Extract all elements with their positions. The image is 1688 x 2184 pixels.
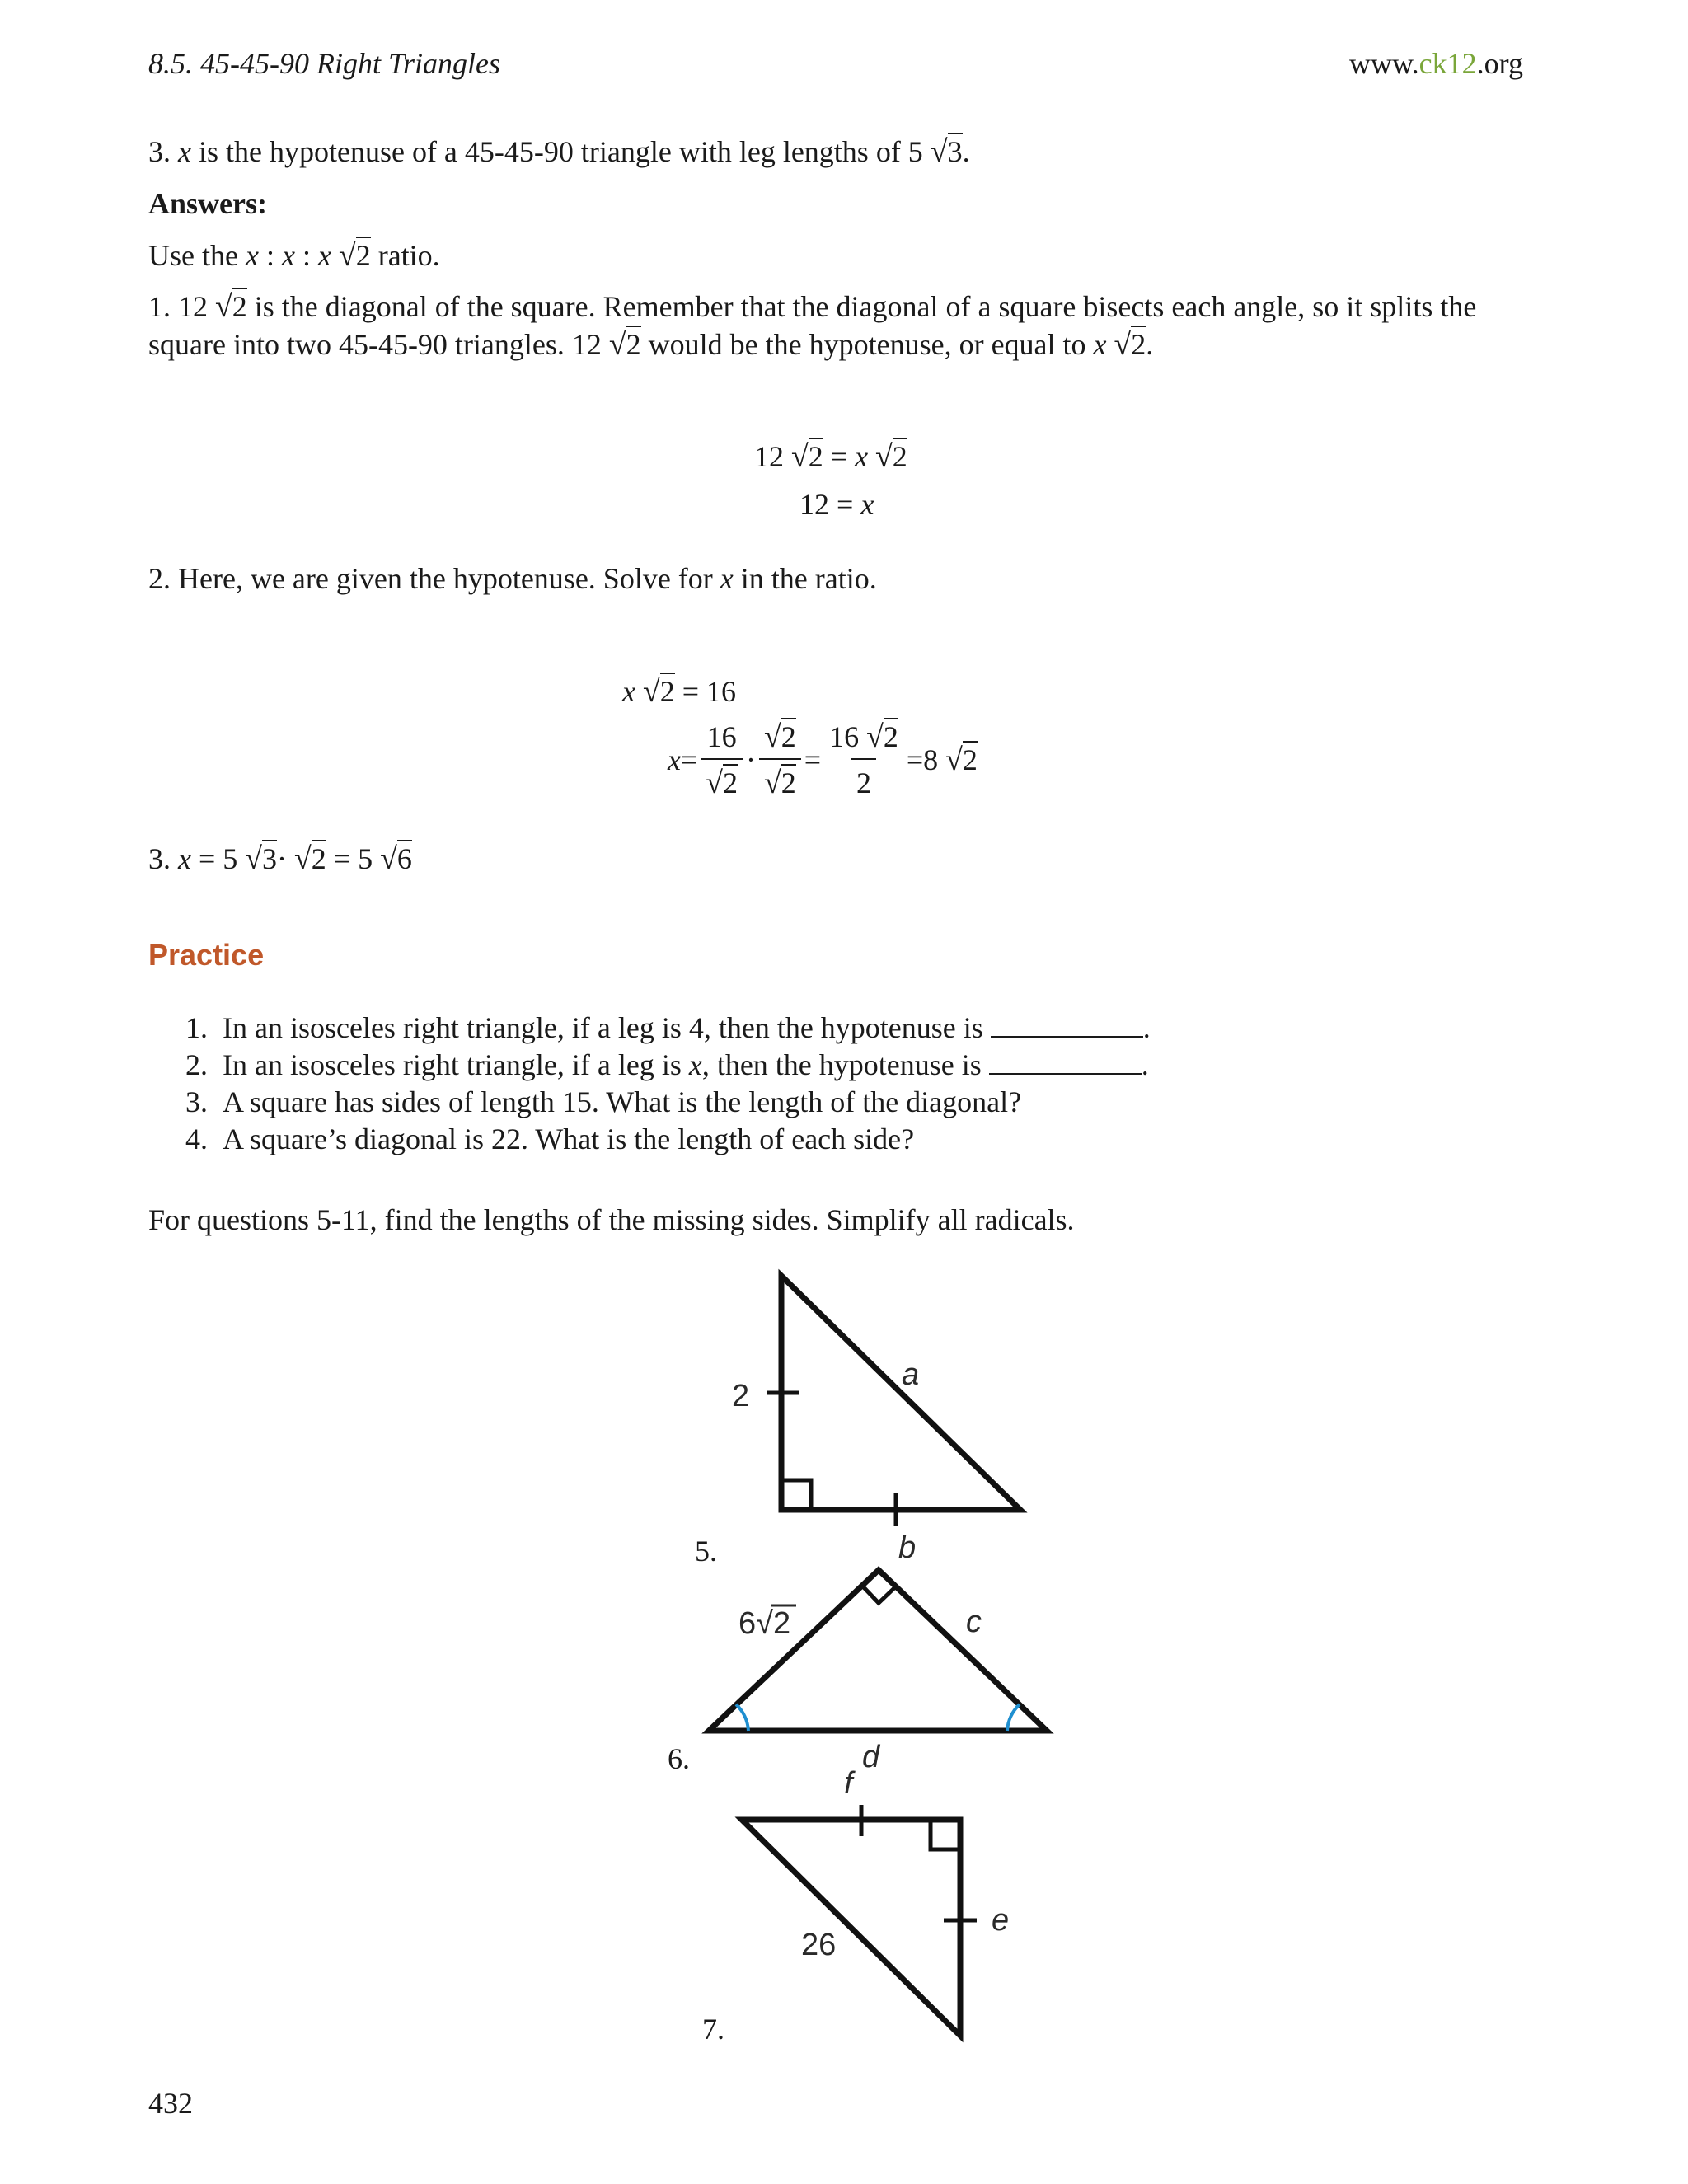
practice-item-2: 2. In an isosceles right triangle, if a leg is x, then the hypotenuse is . [185,1048,1149,1081]
practice-item-4: 4. A square’s diagonal is 22. What is the length of each side? [185,1122,915,1155]
problem-3-number: 3. [148,135,178,168]
radical: √2 [791,439,823,474]
fraction: $\frac{√2}{√2}$ [759,717,801,803]
equation-2-line2: x = $\frac{16}{√2}$ · $\frac{√2}{√2}$ = $\frac{16 √2}{2}$ = 8 √2 [668,717,978,803]
equation-1-line1: 12 √2 = x √2 [754,439,907,474]
problem-3-text: is the hypotenuse of a 45-45-90 triangle with leg lengths of 5 [190,135,923,168]
practice-item-1: 1. In an isosceles right triangle, if a leg is 4, then the hypotenuse is . [185,1011,1151,1044]
figure-6-number: 6. [668,1742,690,1775]
answer-1-line2: square into two 45-45-90 triangles. 12 √2 would be the hypotenuse, or equal to x √2. [148,327,1154,362]
ratio-line: Use the x : x : x √2 ratio. [148,238,440,273]
fraction: $\frac{16}{√2}$ [701,717,743,803]
radical: √2 [642,674,675,709]
figure-6-triangle [709,1570,1047,1774]
figure-7-number: 7. [702,2013,724,2046]
equation-2-line1: x √2 = 16 [622,674,737,709]
figure-7-triangle [742,1766,1009,2036]
var-x: x [178,135,191,168]
site-suffix: .org [1476,47,1523,80]
answers-heading: Answers: [148,187,267,220]
page-number: 432 [148,2087,193,2120]
radical: √2 [608,327,641,362]
fraction: $\frac{16 √2}{2}$ [824,717,903,803]
site-prefix: www. [1349,47,1419,80]
radical: √2 [875,439,907,474]
equation-1-line2: 12 = x [799,488,874,521]
problem-3: 3. x is the hypotenuse of a 45-45-90 triangle with leg lengths of 5 √3. [148,134,970,169]
figure-5-base-label: b [898,1530,917,1565]
figure-6-base-label: d [862,1740,880,1774]
radical: √2 [215,289,247,324]
radical: √2 [1114,327,1146,362]
answer-2: 2. Here, we are given the hypotenuse. Solve for x in the ratio. [148,562,877,595]
figure-6-right-label: c [966,1605,982,1639]
figure-7-hyp-label: 26 [801,1928,837,1962]
figure-5-number: 5. [695,1535,717,1568]
answer-1-line1: 1. 12 √2 is the diagonal of the square. Remember that the diagonal of a square bisects each angle, so it splits the [148,289,1477,324]
figure-7-right-label: e [992,1903,1010,1938]
running-header-section: 8.5. 45-45-90 Right Triangles [148,47,501,80]
site-brand: ck12 [1418,47,1477,80]
answer-3: 3. x = 5 √3· √2 = 5 √6 [148,841,412,876]
figure-5-triangle [732,1276,1020,1565]
figure-5-leg-label: 2 [732,1379,750,1413]
figure-6-leg-label: 6√2 [738,1606,791,1641]
radical: √2 [338,238,371,273]
practice-item-3: 3. A square has sides of length 15. What is the length of the diagonal? [185,1085,1022,1118]
figure-7-top-label: f [844,1766,853,1801]
instructions: For questions 5-11, find the lengths of the missing sides. Simplify all radicals. [148,1203,1075,1236]
radical: √3 [930,134,963,169]
practice-heading: Practice [148,938,265,972]
figure-5-hyp-label: a [902,1357,920,1392]
